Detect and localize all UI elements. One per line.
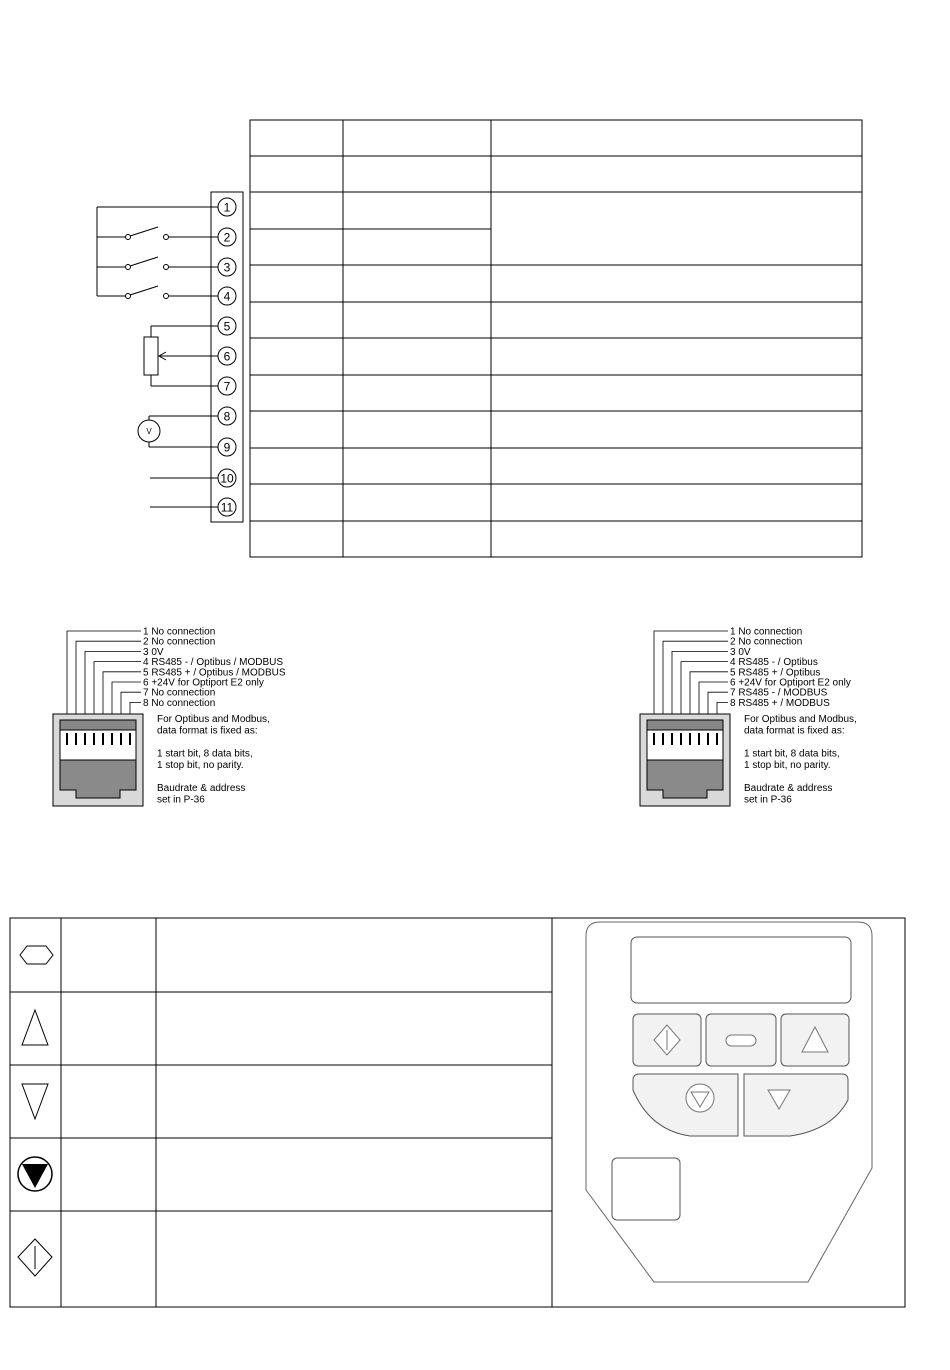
format-note-line: Baudrate & address: [744, 783, 833, 794]
format-note-line: For Optibus and Modbus,: [157, 714, 270, 725]
terminal-10: [218, 469, 236, 487]
terminal-1: [218, 198, 236, 216]
pin-label: 7 RS485 - / MODBUS: [730, 687, 828, 699]
pin-label: 6 +24V for Optiport E2 only: [143, 677, 264, 689]
keypad-blank-panel: [612, 1158, 680, 1220]
terminal-7: [218, 377, 236, 395]
format-note-line: 1 start bit, 8 data bits,: [157, 748, 253, 760]
voltmeter-symbol: V: [146, 427, 152, 436]
format-note-line: set in P-36: [744, 794, 792, 806]
terminal-number: 8: [223, 409, 231, 424]
terminal-9: [218, 438, 236, 456]
terminal-number: 3: [223, 260, 231, 275]
switch-wiring: [97, 207, 218, 299]
format-note-line: 1 stop bit, no parity.: [157, 760, 244, 771]
pin-label: 4 RS485 - / Optibus: [730, 657, 818, 669]
pin-label: 5 RS485 + / Optibus / MODBUS: [143, 667, 286, 679]
terminal-8: [218, 407, 236, 425]
pin-label: 2 No connection: [143, 636, 216, 648]
pin-label: 7 No connection: [143, 687, 216, 699]
terminal-table: [250, 120, 862, 557]
format-note-line: data format is fixed as:: [157, 725, 258, 737]
terminal-number: 2: [223, 230, 231, 245]
terminal-4: [218, 287, 236, 305]
up-arrow-icon: [22, 1010, 48, 1045]
format-note-line: data format is fixed as:: [744, 725, 845, 737]
stop-icon: [18, 1157, 52, 1191]
pin-label: 2 No connection: [730, 636, 803, 648]
terminal-number: 10: [220, 471, 234, 486]
keypad-illustration: [586, 922, 872, 1282]
terminal-3: [218, 258, 236, 276]
potentiometer: [144, 326, 218, 386]
display-window: [631, 937, 851, 1003]
keypad-table: [0, 900, 950, 1320]
pin-label: 8 No connection: [143, 697, 216, 709]
pin-label: 4 RS485 - / Optibus / MODBUS: [143, 657, 284, 669]
down-arrow-icon: [22, 1084, 48, 1119]
pin-label: 5 RS485 + / Optibus: [730, 667, 821, 679]
terminal-11: [218, 498, 236, 516]
terminal-number: 11: [220, 500, 234, 515]
format-note-line: For Optibus and Modbus,: [744, 714, 857, 725]
terminal-number: 5: [223, 319, 231, 334]
format-note-line: Baudrate & address: [157, 783, 246, 794]
navigate-icon: [20, 946, 53, 964]
format-note-line: 1 stop bit, no parity.: [744, 760, 831, 771]
format-note-line: 1 start bit, 8 data bits,: [744, 748, 840, 760]
terminal-5: [218, 317, 236, 335]
start-icon: [18, 1239, 52, 1276]
pin-label: 8 RS485 + / MODBUS: [730, 697, 830, 709]
terminal-6: [218, 347, 236, 365]
pin-label: 3 0V: [730, 646, 751, 658]
terminal-number: 6: [223, 349, 231, 364]
terminal-2: [218, 228, 236, 246]
terminal-number: 1: [223, 200, 231, 215]
format-note-line: set in P-36: [157, 794, 205, 806]
pin-label: 6 +24V for Optiport E2 only: [730, 677, 851, 689]
terminal-wiring-diagram: [0, 0, 950, 580]
pin-label: 1 No connection: [730, 626, 803, 638]
rj45-connector-right: [627, 620, 927, 820]
pin-label: 1 No connection: [143, 626, 216, 638]
terminal-number: 9: [223, 440, 231, 455]
terminal-number: 7: [223, 379, 231, 394]
terminal-number: 4: [223, 289, 231, 304]
rj45-connector-left: [40, 620, 340, 820]
pin-label: 3 0V: [143, 646, 164, 658]
